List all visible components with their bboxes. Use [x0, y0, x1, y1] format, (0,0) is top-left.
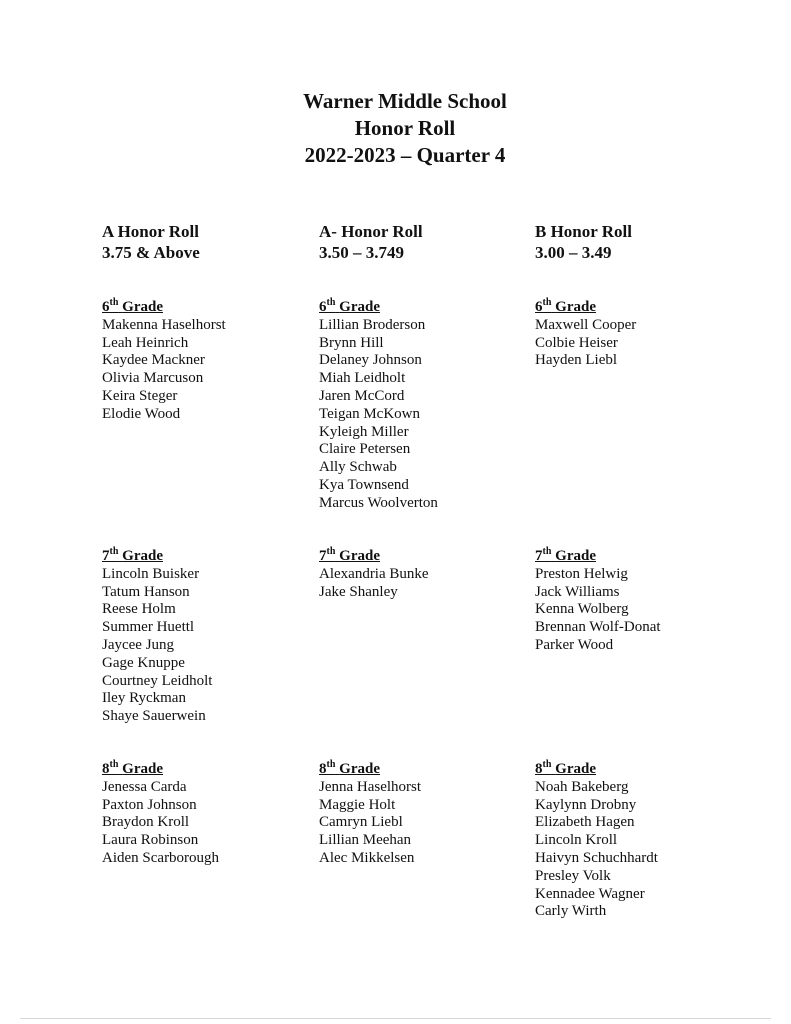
student-name: Shaye Sauerwein: [102, 708, 206, 725]
grade-label: Grade: [339, 299, 380, 315]
a-honor-roll-grade-6: [102, 299, 226, 424]
column-title: A Honor Roll: [102, 222, 199, 241]
student-name: Brennan Wolf-Donat: [535, 619, 661, 636]
student-name: Keira Steger: [102, 387, 178, 404]
a-minus-honor-roll-grade-7: [319, 548, 429, 601]
student-name: Elodie Wood: [102, 405, 181, 422]
student-name: Maggie Holt: [319, 796, 396, 813]
term-label: 2022-2023 – Quarter 4: [304, 143, 506, 167]
grade-number: 7: [102, 548, 110, 564]
student-name: Hayden Liebl: [535, 352, 618, 369]
student-name: Jaycee Jung: [102, 636, 175, 653]
student-name: Noah Bakeberg: [535, 778, 629, 795]
grade-number: 6: [535, 299, 543, 315]
student-name: Elizabeth Hagen: [535, 814, 635, 831]
grade-heading: [535, 299, 636, 317]
student-name: Gage Knuppe: [102, 654, 185, 671]
student-name: Kenna Wolberg: [535, 601, 629, 618]
student-name: Kennadee Wagner: [535, 885, 645, 902]
student-name: Colbie Heiser: [535, 334, 618, 351]
student-name: Maxwell Cooper: [535, 316, 637, 333]
grade-ordinal-suffix: th: [109, 759, 119, 770]
student-name: Alexandria Bunke: [319, 565, 429, 582]
b-honor-roll-grade-8: [535, 761, 658, 921]
grade-ordinal-suffix: th: [542, 546, 552, 557]
student-name: Braydon Kroll: [102, 814, 190, 831]
student-name: Kyleigh Miller: [319, 423, 409, 440]
grade-heading: [319, 548, 429, 566]
column-title: A- Honor Roll: [319, 222, 423, 241]
grade-ordinal-suffix: th: [109, 297, 119, 308]
student-name: Reese Holm: [102, 601, 176, 618]
grade-number: 8: [319, 761, 327, 777]
student-name: Lillian Meehan: [319, 832, 412, 849]
a-honor-roll-heading: [102, 221, 200, 263]
a-honor-roll-grade-7: [102, 548, 212, 726]
student-name: Lillian Broderson: [319, 316, 426, 333]
student-name: Iley Ryckman: [102, 690, 186, 707]
student-name: Brynn Hill: [319, 334, 384, 351]
b-honor-roll-heading: [535, 221, 632, 263]
student-name: Jack Williams: [535, 583, 620, 600]
student-name: Delaney Johnson: [319, 352, 422, 369]
gpa-range: 3.75 & Above: [102, 243, 200, 262]
student-name: Aiden Scarborough: [102, 849, 220, 866]
student-name: Lincoln Buisker: [102, 565, 200, 582]
student-name: Paxton Johnson: [102, 796, 197, 813]
student-name: Jenna Haselhorst: [319, 778, 422, 795]
grade-number: 7: [535, 548, 543, 564]
grade-ordinal-suffix: th: [326, 759, 336, 770]
student-name: Kaydee Mackner: [102, 352, 205, 369]
grade-heading: [319, 299, 438, 317]
student-name: Summer Huettl: [102, 619, 195, 636]
student-name: Jaren McCord: [319, 387, 405, 404]
student-name: Tatum Hanson: [102, 583, 190, 600]
student-name: Presley Volk: [535, 867, 611, 884]
grade-ordinal-suffix: th: [109, 546, 119, 557]
document-title: Honor Roll: [354, 116, 456, 140]
grade-label: Grade: [122, 761, 163, 777]
a-minus-honor-roll-grade-8: [319, 761, 421, 868]
document-header: [0, 88, 791, 169]
grade-heading: [319, 761, 421, 779]
grade-label: Grade: [339, 548, 380, 564]
grade-ordinal-suffix: th: [542, 759, 552, 770]
grade-label: Grade: [339, 761, 380, 777]
student-name: Teigan McKown: [319, 405, 421, 422]
grade-label: Grade: [122, 548, 163, 564]
school-name: Warner Middle School: [303, 89, 507, 113]
grade-number: 6: [102, 299, 110, 315]
student-name: Haivyn Schuchhardt: [535, 849, 658, 866]
student-name: Jenessa Carda: [102, 778, 187, 795]
student-name: Olivia Marcuson: [102, 370, 204, 387]
student-name: Courtney Leidholt: [102, 672, 213, 689]
student-name: Claire Petersen: [319, 441, 411, 458]
student-name: Preston Helwig: [535, 565, 628, 582]
grade-label: Grade: [122, 299, 163, 315]
grade-number: 7: [319, 548, 327, 564]
student-name: Kaylynn Drobny: [535, 796, 637, 813]
b-honor-roll-grade-7: [535, 548, 661, 655]
grade-label: Grade: [555, 761, 596, 777]
student-name: Alec Mikkelsen: [319, 849, 415, 866]
student-name: Parker Wood: [535, 636, 614, 653]
grade-number: 8: [102, 761, 110, 777]
column-title: B Honor Roll: [535, 222, 632, 241]
student-name: Camryn Liebl: [319, 814, 403, 831]
a-minus-honor-roll-heading: [319, 221, 423, 263]
student-name: Miah Leidholt: [319, 370, 406, 387]
grade-heading: [535, 548, 661, 566]
student-name: Carly Wirth: [535, 903, 607, 920]
student-name: Leah Heinrich: [102, 334, 189, 351]
grade-ordinal-suffix: th: [542, 297, 552, 308]
page-edge-line: [20, 1018, 771, 1019]
gpa-range: 3.50 – 3.749: [319, 243, 404, 262]
student-name: Marcus Woolverton: [319, 494, 438, 511]
grade-number: 6: [319, 299, 327, 315]
grade-number: 8: [535, 761, 543, 777]
a-minus-honor-roll-grade-6: [319, 299, 438, 513]
grade-label: Grade: [555, 299, 596, 315]
grade-heading: [102, 761, 219, 779]
student-name: Laura Robinson: [102, 832, 199, 849]
student-name: Jake Shanley: [319, 583, 398, 600]
student-name: Kya Townsend: [319, 476, 409, 493]
student-name: Ally Schwab: [319, 459, 397, 476]
grade-heading: [535, 761, 658, 779]
a-honor-roll-grade-8: [102, 761, 219, 868]
student-name: Makenna Haselhorst: [102, 316, 226, 333]
grade-heading: [102, 548, 212, 566]
grade-ordinal-suffix: th: [326, 297, 336, 308]
grade-label: Grade: [555, 548, 596, 564]
student-name: Lincoln Kroll: [535, 832, 618, 849]
gpa-range: 3.00 – 3.49: [535, 243, 612, 262]
grade-heading: [102, 299, 226, 317]
grade-ordinal-suffix: th: [326, 546, 336, 557]
b-honor-roll-grade-6: [535, 299, 636, 370]
